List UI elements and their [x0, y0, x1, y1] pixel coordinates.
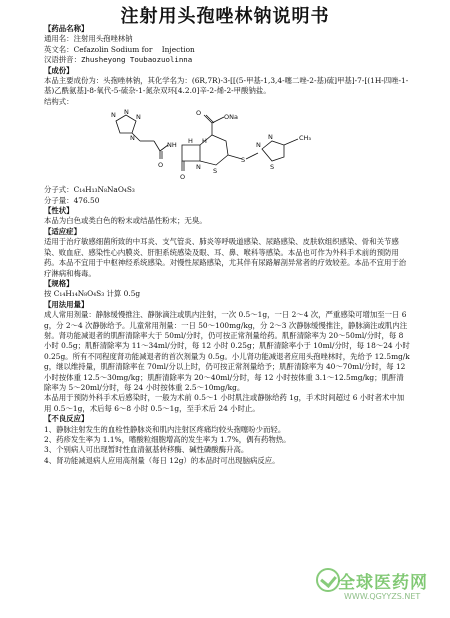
character-text: 本品为白色或类白色的粉末或结晶性粉末；无臭。: [44, 216, 207, 226]
watermark-text: 全球医药网: [338, 573, 428, 593]
atom-ona: ONa: [224, 113, 238, 122]
section-header-character: 【性状】: [44, 206, 74, 216]
section-header-adverse: 【不良反应】: [44, 414, 89, 424]
adverse-item: 4、肾功能减退病人应用高剂量（每日 12g）的本品时可出现脑病反应。: [44, 455, 280, 465]
atom-n1: N: [111, 111, 116, 120]
section-header-usage: 【用法用量】: [44, 299, 89, 309]
atom-h2: H: [202, 137, 207, 146]
atom-n5: N: [196, 163, 201, 172]
atom-n7: N: [268, 133, 273, 142]
atom-n4: N: [130, 134, 135, 143]
structure-svg: [96, 107, 356, 185]
atom-o1: O: [158, 161, 164, 170]
atom-s3: S: [270, 163, 275, 172]
section-header-indication: 【适应症】: [44, 226, 81, 236]
watermark-check-icon: [316, 568, 340, 592]
atom-s1: S: [213, 167, 218, 176]
atom-n2: N: [124, 108, 129, 117]
atom-n6: N: [256, 141, 261, 150]
section-header-name: 【药品名称】: [44, 24, 89, 33]
molecular-formula: 分子式：C₁₄H₁₃N₈NaO₄S₃: [44, 185, 135, 195]
adverse-item: 1、静脉注射发生的血栓性静脉炎和肌内注射区疼痛均较头孢噻吩少而轻。: [44, 424, 286, 434]
generic-name-line: 通用名：注射用头孢唑林钠: [44, 34, 133, 44]
adverse-item: 3、个别病人可出现暂时性血清氨基转移酶、碱性磷酸酶升高。: [44, 445, 249, 455]
structural-formula: [44, 107, 410, 185]
section-header-ingredients: 【成份】: [44, 65, 74, 75]
watermark-url: WWW.QGYYZS.NET: [344, 592, 421, 601]
atom-ch3: CH₃: [299, 134, 312, 143]
section-header-spec: 【规格】: [44, 278, 74, 288]
indication-text: 适用于治疗敏感细菌所致的中耳炎、支气管炎、肺炎等呼吸道感染、尿路感染、皮肤软组织感染、骨和关节感染、败血症、感染性心内膜炎、肝胆系统感染及眼、耳、鼻、喉科等感染。本品也可作为外科手术前的预防用药。本品不宜用于中枢神经系统感染。对慢性尿路感染，尤其伴有尿路解剖异常者的疗效较差。本品不宜用于治疗淋病和梅毒。: [44, 237, 407, 278]
atom-o3: O: [196, 109, 202, 118]
atom-o2: O: [180, 173, 186, 182]
usage-text-surgery: 本品用于预防外科手术后感染时，一般为术前 0.5～1 小时肌注或静脉给药 1g，手术时间超过 6 小时者术中加用 0.5～1g，术后每 6～8 小时 0.5～1g，至手术后 24 小时止。: [44, 393, 405, 413]
atom-h1: H: [188, 137, 193, 146]
watermark: [338, 568, 428, 601]
ingredients-text: 本品主要成份为：头孢唑林钠，其化学名为：(6R,7R)-3-[[(5-甲基-1,3,4-噻二唑-2-基)硫]甲基]-7-[(1H-四唑-1-基)乙酰氨基]-8-氧代-5-硫杂-1-氮杂双环[4.2.0]辛-2-烯-2-甲酸钠盐。: [44, 76, 409, 96]
english-name-line: 英文名：Cefazolin Sodium for Injection: [44, 44, 195, 54]
atom-nh: NH: [167, 141, 177, 150]
spec-text: 按 C₁₄H₁₄N₈O₄S₃ 计算 0.5g: [44, 289, 141, 299]
adverse-item: 2、药疹发生率为 1.1%，嗜酸粒细胞增高的发生率为 1.7%，偶有药物热。: [44, 435, 291, 444]
structure-label: 结构式：: [44, 96, 74, 106]
atom-s2: S: [241, 156, 246, 165]
molecular-weight: 分子量：476.50: [44, 195, 100, 205]
document-body: [44, 24, 410, 466]
page-title: 注射用头孢唑林钠说明书: [120, 6, 330, 27]
pinyin-line: 汉语拼音：Zhusheyong Toubaozuolinna: [44, 55, 193, 65]
atom-n3: N: [136, 113, 141, 122]
usage-text: 成人常用剂量：静脉缓慢推注、静脉滴注或肌内注射，一次 0.5～1g，一日 2～4 次，严重感染可增加至一日 6g，分 2～4 次静脉给予。儿童常用剂量：一日 50～100mg/kg，分 2～3 次静脉缓慢推注，静脉滴注或肌内注射。肾功能减退者的肌酐清除率大于 50ml/分时，仍可按正常剂量给药。肌酐清除率为 20～50ml/分时，每 8 小时 0.5g；肌酐清除率为 11～34ml/分时，每 12 小时 0.25g；肌酐清除率小于 10ml/分时，每 18～24 小时 0.25g。所有不同程度肾功能减退者的首次剂量为 0.5g。小儿肾功能减退者应用头孢唑林时，先给予 12.5mg/kg，继以维持量，肌酐清除率在 70ml/分以上时，仍可按正常剂量给予；肌酐清除率为 40～70ml/分时，每 12 小时按体重 12.5～30mg/kg；肌酐清除率为 20～40ml/分时，每 12 小时按体重 3.1～12.5mg/kg；肌酐清除率为 5～20ml/分时，每 24 小时按体重 2.5～10mg/kg。: [44, 310, 410, 392]
